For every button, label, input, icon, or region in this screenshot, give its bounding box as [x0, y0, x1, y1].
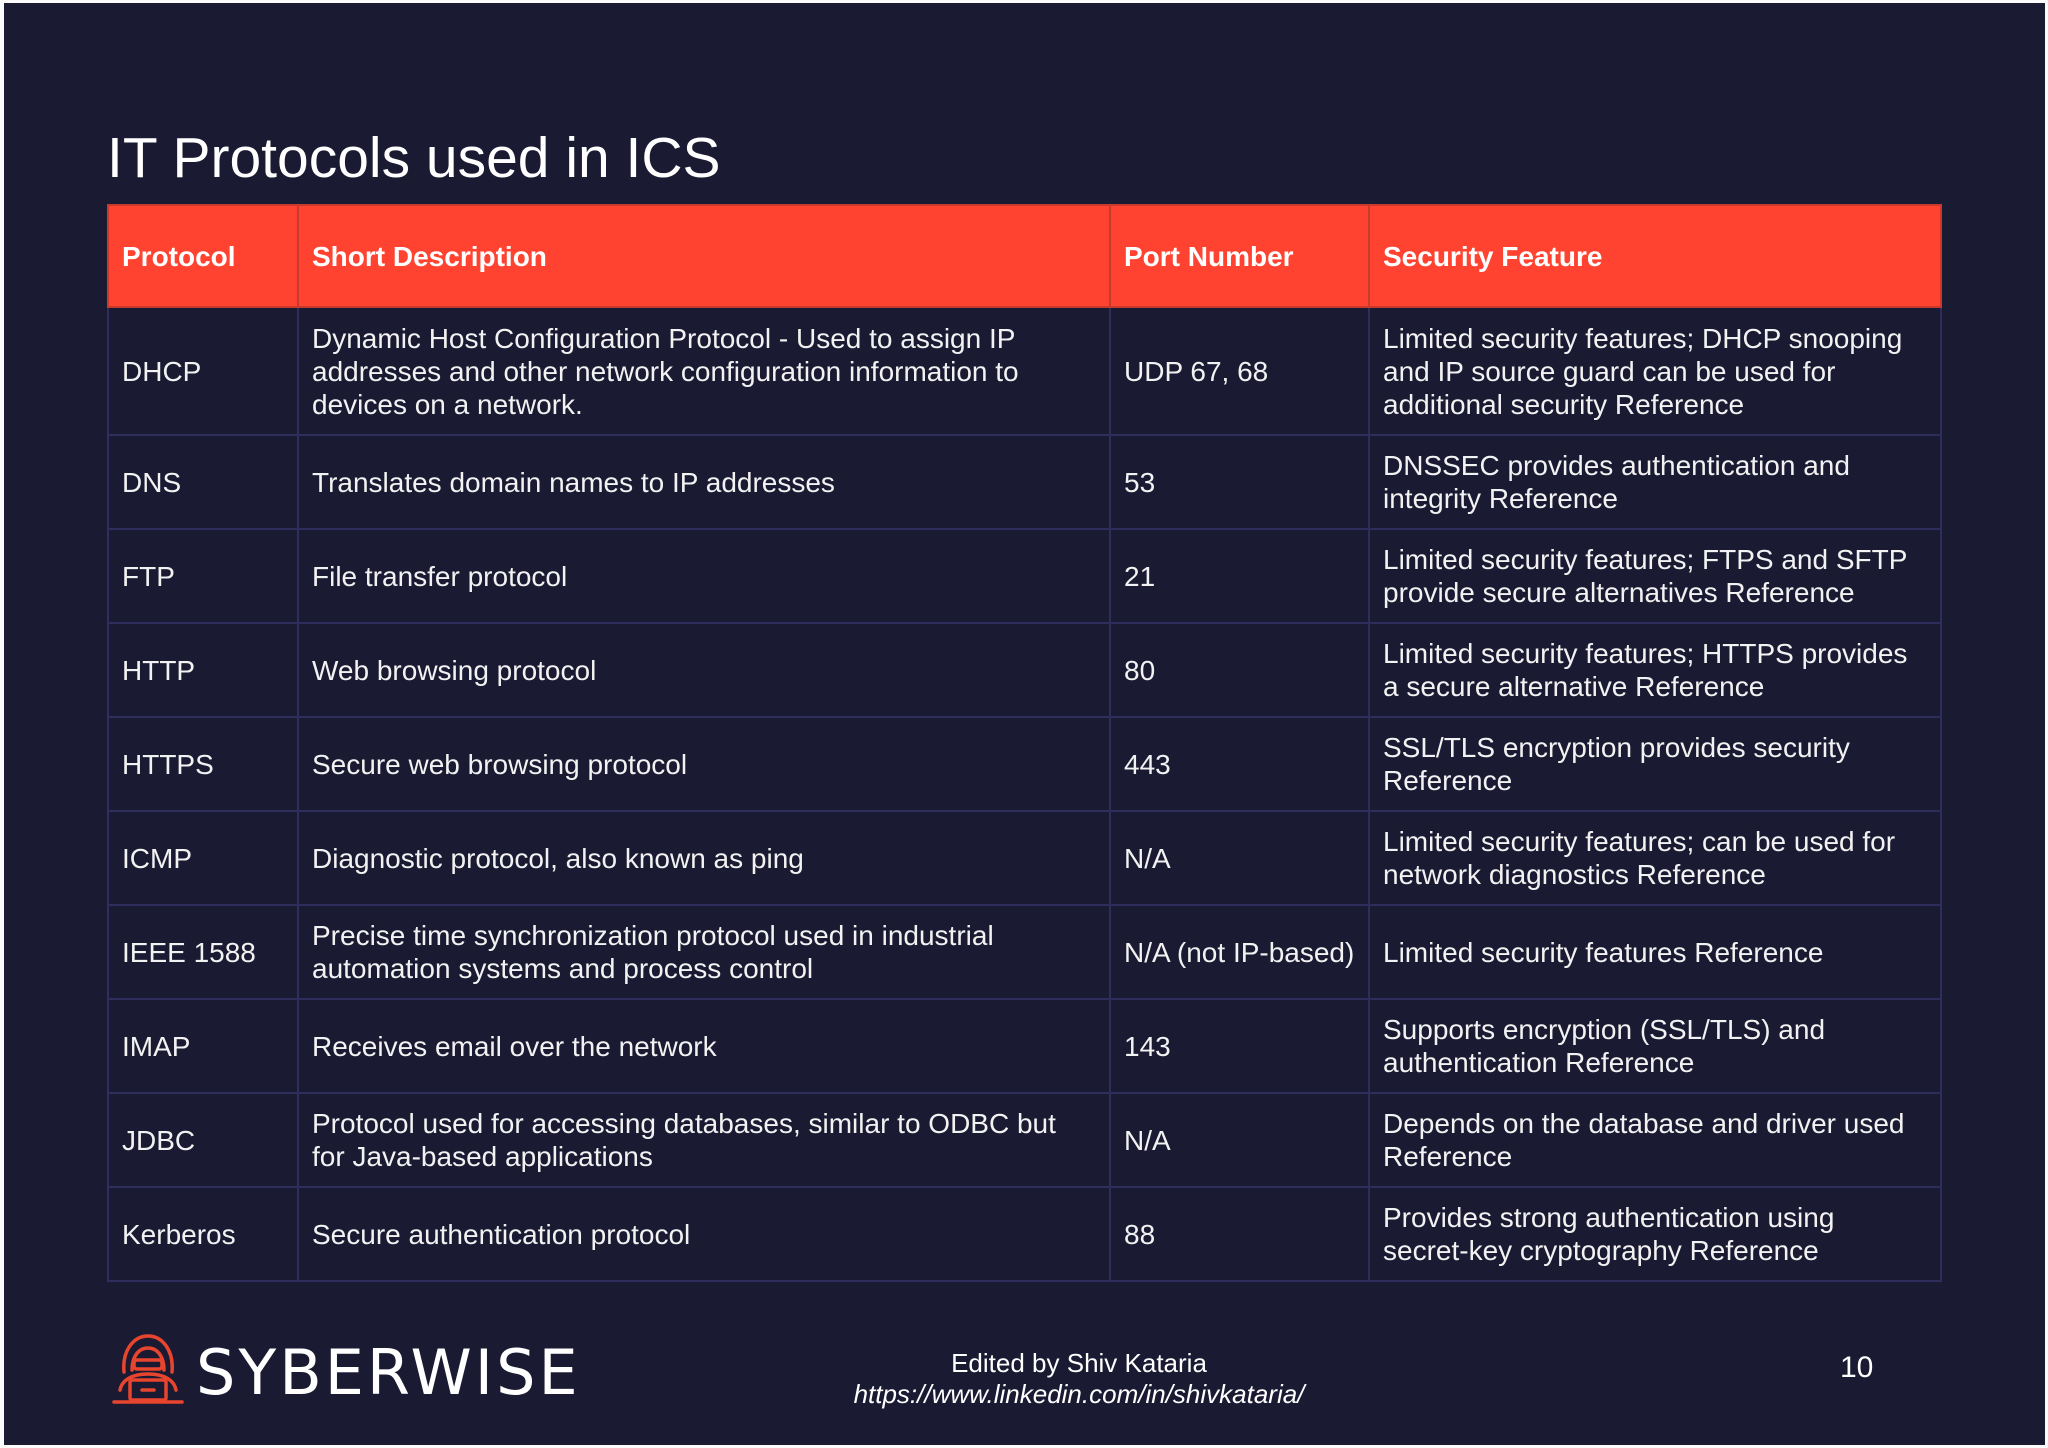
header-port-number: Port Number — [1110, 205, 1369, 307]
table-row — [108, 905, 1941, 999]
table-header-row — [108, 205, 1941, 307]
protocol-cell: HTTP — [108, 623, 298, 717]
protocol-cell: HTTPS — [108, 717, 298, 811]
description-cell: Diagnostic protocol, also known as ping — [298, 811, 1110, 905]
security-cell: Limited security features Reference — [1369, 905, 1941, 999]
page-number: 10 — [1840, 1351, 1874, 1384]
hooded-hacker-icon — [108, 1328, 188, 1412]
security-cell: Supports encryption (SSL/TLS) and authentication Reference — [1369, 999, 1941, 1093]
security-cell: Provides strong authentication using secret-key cryptography Reference — [1369, 1187, 1941, 1281]
protocol-cell: DNS — [108, 435, 298, 529]
security-cell: Limited security features; can be used for network diagnostics Reference — [1369, 811, 1941, 905]
port-cell: N/A (not IP-based) — [1110, 905, 1369, 999]
port-cell: 21 — [1110, 529, 1369, 623]
description-cell: Precise time synchronization protocol used in industrial automation systems and process control — [298, 905, 1110, 999]
port-cell: 143 — [1110, 999, 1369, 1093]
security-cell: Limited security features; DHCP snooping and IP source guard can be used for additional security Reference — [1369, 307, 1941, 435]
protocol-cell: DHCP — [108, 307, 298, 435]
port-cell: N/A — [1110, 1093, 1369, 1187]
port-cell: 80 — [1110, 623, 1369, 717]
port-cell: N/A — [1110, 811, 1369, 905]
description-cell: Receives email over the network — [298, 999, 1110, 1093]
port-cell: 53 — [1110, 435, 1369, 529]
table-row — [108, 623, 1941, 717]
security-cell: SSL/TLS encryption provides security Reference — [1369, 717, 1941, 811]
header-protocol: Protocol — [108, 205, 298, 307]
protocol-cell: Kerberos — [108, 1187, 298, 1281]
description-cell: Dynamic Host Configuration Protocol - Used to assign IP addresses and other network configuration information to devices on a network. — [298, 307, 1110, 435]
author-profile-link[interactable]: https://www.linkedin.com/in/shivkataria/ — [853, 1379, 1305, 1409]
security-cell: Limited security features; FTPS and SFTP provide secure alternatives Reference — [1369, 529, 1941, 623]
edited-by-text: Edited by Shiv Kataria — [951, 1348, 1207, 1378]
slide — [4, 3, 2045, 1445]
table-row — [108, 529, 1941, 623]
slide-title: IT Protocols used in ICS — [107, 126, 721, 190]
protocol-cell: FTP — [108, 529, 298, 623]
description-cell: Web browsing protocol — [298, 623, 1110, 717]
table-row — [108, 717, 1941, 811]
protocol-cell: IMAP — [108, 999, 298, 1093]
table-row — [108, 811, 1941, 905]
table-row — [108, 307, 1941, 435]
protocol-table — [107, 204, 1942, 1282]
table-row — [108, 1093, 1941, 1187]
header-security-feature: Security Feature — [1369, 205, 1941, 307]
port-cell: 88 — [1110, 1187, 1369, 1281]
table-row — [108, 435, 1941, 529]
credit-block — [704, 1348, 1454, 1410]
protocol-cell: JDBC — [108, 1093, 298, 1187]
port-cell: 443 — [1110, 717, 1369, 811]
protocol-cell: IEEE 1588 — [108, 905, 298, 999]
table-row — [108, 999, 1941, 1093]
security-cell: Limited security features; HTTPS provides a secure alternative Reference — [1369, 623, 1941, 717]
syberwise-logo — [108, 1328, 581, 1418]
protocol-cell: ICMP — [108, 811, 298, 905]
table-row — [108, 1187, 1941, 1281]
header-short-description: Short Description — [298, 205, 1110, 307]
description-cell: Translates domain names to IP addresses — [298, 435, 1110, 529]
security-cell: DNSSEC provides authentication and integrity Reference — [1369, 435, 1941, 529]
description-cell: File transfer protocol — [298, 529, 1110, 623]
port-cell: UDP 67, 68 — [1110, 307, 1369, 435]
security-cell: Depends on the database and driver used Reference — [1369, 1093, 1941, 1187]
description-cell: Secure authentication protocol — [298, 1187, 1110, 1281]
brand-wordmark: SYBERWISE — [196, 1336, 581, 1409]
description-cell: Protocol used for accessing databases, similar to ODBC but for Java-based applications — [298, 1093, 1110, 1187]
description-cell: Secure web browsing protocol — [298, 717, 1110, 811]
